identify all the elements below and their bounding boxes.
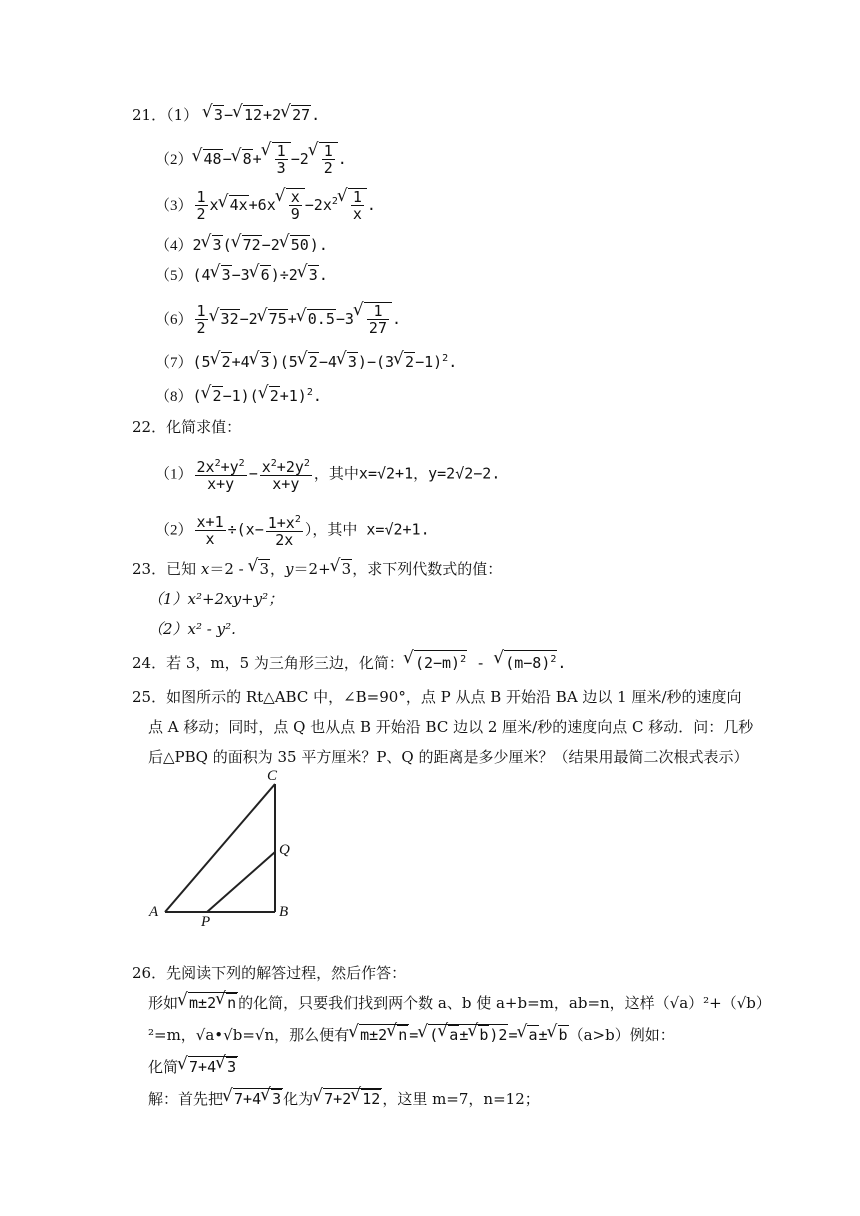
label-B: B bbox=[279, 904, 289, 920]
q21-part7: （7）(5√ 2+4√ 3)(5√ 2−4√ 3)−(3√ 2−1)$^2$. bbox=[155, 348, 457, 374]
segment-PQ bbox=[207, 852, 275, 912]
q26-line2: ²=m，√a•√b=√n，那么便有√ m±2√ n =√ (√ a±√ b)2=√ a±√ b（a>b）例如： bbox=[148, 1024, 675, 1046]
q21-part1-expr: √ 3−√ 12+2√ 27. bbox=[203, 106, 320, 124]
q23-part1: （1）x²+2xy+y²； bbox=[148, 590, 284, 608]
q21-part6: （6） $\frac{1}{2}$ √ 32−2√ 75+√ 0.5−3 √ $\frac{1}{27}$ . bbox=[155, 302, 401, 336]
triangle-figure bbox=[145, 768, 305, 928]
q21-part5: （5）(4√ 3−3√ 6)÷2√ 3. bbox=[155, 264, 328, 287]
label-C: C bbox=[267, 768, 278, 784]
q21-part1: 21．（1） √ 3−√ 12+2√ 27. bbox=[132, 104, 320, 126]
q25-line3: 后△PBQ 的面积为 35 平方厘米？P、Q 的距离是多少厘米？（结果用最简二次根式表示） bbox=[148, 748, 749, 766]
q21-part2: （2）√ 48−√ 8+ √ $\frac{1}{3}$ −2 √ $\frac{1}{2}$ . bbox=[155, 142, 347, 176]
q23-title: 23．已知 x＝2 - √ 3，y＝2+√ 3，求下列代数式的值： bbox=[132, 558, 502, 580]
label-Q: Q bbox=[279, 842, 290, 858]
q22-title: 22．化简求值： bbox=[132, 418, 242, 436]
label-P: P bbox=[201, 914, 211, 928]
q22-part1: （1） $\frac{2x^2+y^2}{x+y}$ − $\frac{x^2+2y^2}{x+y}$ ，其中x=√2+1，y=2√2−2. bbox=[155, 458, 501, 493]
q25-line2: 点 A 移动；同时，点 Q 也从点 B 开始沿 BC 边以 2 厘米/秒的速度向点 C 移动．问：几秒 bbox=[148, 718, 754, 736]
q26-line3: 化简√ 7+4√ 3 bbox=[148, 1056, 238, 1078]
q21-part8: （8）(√ 2−1)(√ 2+1)$^2$. bbox=[155, 382, 322, 408]
q26-title: 26．先阅读下列的解答过程，然后作答： bbox=[132, 964, 407, 982]
q23-part2: （2）x² - y². bbox=[148, 620, 236, 638]
q25-line1: 25．如图所示的 Rt△ABC 中，∠B=90°，点 P 从点 B 开始沿 BA 边以 1 厘米/秒的速度向 bbox=[132, 688, 742, 706]
q26-line1: 形如√ m±2√ n 的化简，只要我们找到两个数 a、b 使 a+b=m，ab=n，这样（√a）²+（√b） bbox=[148, 992, 771, 1014]
q22-part2: （2） $\frac{x+1}{x}$ ÷(x− $\frac{1+x^2}{2x}$ ），其中 x=√2+1. bbox=[155, 512, 430, 549]
q26-line4: 解：首先把√ 7+4√ 3 化为√ 7+2√ 12 ，这里 m=7，n=12； bbox=[148, 1088, 540, 1110]
q21-part3: （3） $\frac{1}{2}$ x√ 4x+6x √ $\frac{x}{9}$ $-2x^2$ √ $\frac{1}{x}$ . bbox=[155, 188, 376, 222]
label-A: A bbox=[149, 904, 159, 920]
q22-part1-cond: ，其中x=√2+1，y=2√2−2. bbox=[313, 464, 501, 483]
q24-text: 24．若 3，m，5 为三角形三边，化简：√ $(2-m)^2$ - √ $(m-8)^2$. bbox=[132, 650, 566, 674]
side-AC bbox=[165, 784, 275, 912]
q21-part4: （4）2√ 3(√ 72−2√ 50). bbox=[155, 234, 328, 257]
q22-part2-cond: ），其中 x=√2+1. bbox=[304, 520, 430, 539]
